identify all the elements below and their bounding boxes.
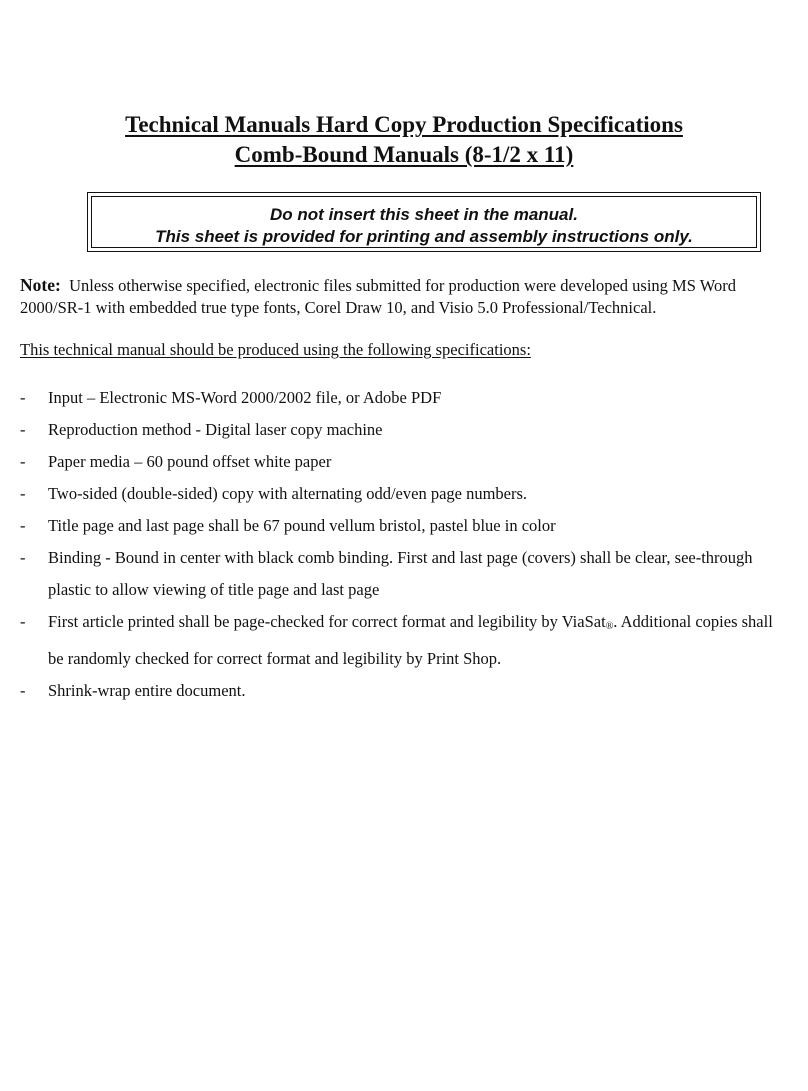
notice-box xyxy=(87,192,761,252)
notice-line-1: Do not insert this sheet in the manual. xyxy=(270,205,578,224)
note-paragraph xyxy=(20,274,792,319)
list-dash: - xyxy=(20,516,26,535)
list-item xyxy=(20,675,792,707)
page-subtitle: Comb-Bound Manuals (8-1/2 x 11) xyxy=(234,142,574,167)
list-dash: - xyxy=(20,612,26,631)
list-dash: - xyxy=(20,452,26,471)
list-dash: - xyxy=(20,681,26,700)
registered-mark: ® xyxy=(605,621,614,632)
spec-heading: This technical manual should be produced using the following specifications: xyxy=(20,340,531,359)
list-item-text: Two-sided (double-sided) copy with alternating odd/even page numbers. xyxy=(48,484,528,503)
spec-list xyxy=(20,382,792,707)
list-item xyxy=(20,382,792,414)
list-dash: - xyxy=(20,420,26,439)
page-title: Technical Manuals Hard Copy Production Specifications xyxy=(125,112,683,137)
list-item xyxy=(20,414,792,446)
list-item-text: Input – Electronic MS-Word 2000/2002 file, or Adobe PDF xyxy=(48,388,442,407)
list-item xyxy=(20,446,792,478)
list-item-text: First article printed shall be page-checked for correct format and legibility by ViaSat xyxy=(48,612,606,631)
list-item xyxy=(20,542,792,606)
list-dash: - xyxy=(20,388,26,407)
list-item-text: Binding - Bound in center with black comb binding. First and last page (covers) shall be clear, see-through plastic to allow viewing of title page and last page xyxy=(48,548,753,599)
list-item xyxy=(20,478,792,510)
list-item-text: Shrink-wrap entire document. xyxy=(48,681,246,700)
list-dash: - xyxy=(20,548,26,567)
list-item xyxy=(20,606,792,675)
list-item xyxy=(20,510,792,542)
list-item-text: Reproduction method - Digital laser copy machine xyxy=(48,420,383,439)
note-text: Unless otherwise specified, electronic files submitted for production were developed using MS Word 2000/SR-1 with embedded true type fonts, Corel Draw 10, and Visio 5.0 Professional/Technical. xyxy=(20,276,736,317)
note-label: Note: xyxy=(20,275,61,295)
list-item-text-tail: . Additional copies shall be randomly checked for correct format and legibility by Print Shop. xyxy=(48,612,773,668)
list-dash: - xyxy=(20,484,26,503)
list-item-text: Paper media – 60 pound offset white paper xyxy=(48,452,332,471)
notice-line-2: This sheet is provided for printing and assembly instructions only. xyxy=(155,227,693,246)
list-item-text: Title page and last page shall be 67 pound vellum bristol, pastel blue in color xyxy=(48,516,556,535)
notice-inner-border xyxy=(91,196,757,248)
